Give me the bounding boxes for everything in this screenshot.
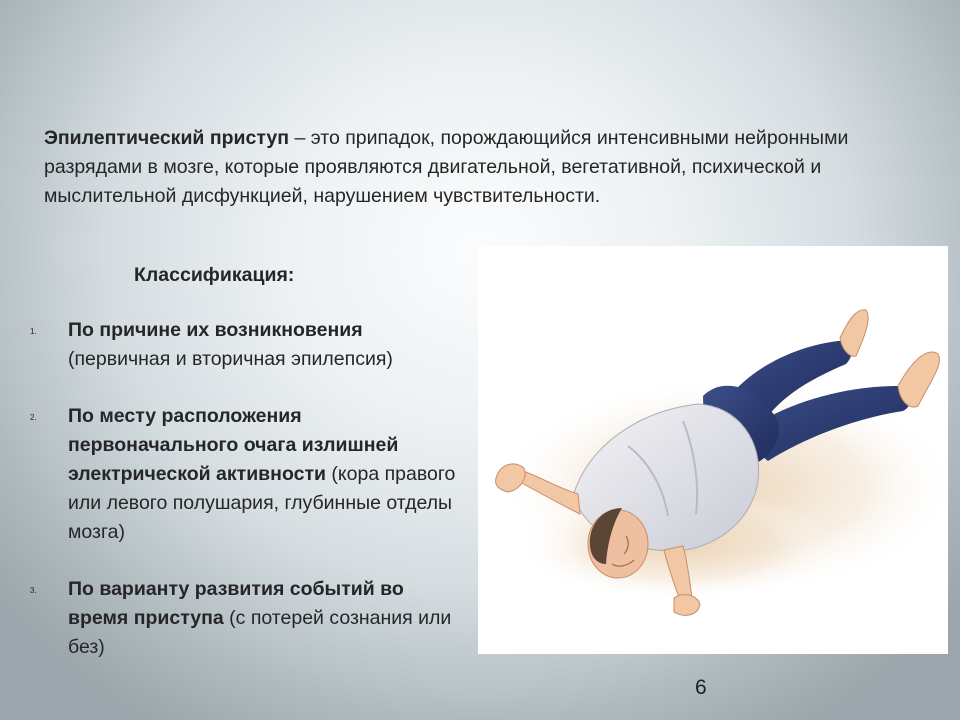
list-item-number: 1. xyxy=(30,327,37,336)
list-item-number: 2. xyxy=(30,413,37,422)
classification-list xyxy=(30,316,460,690)
definition-text: – это припадок, порождающийся интенсивными нейронными разрядами в мозге, которые проявляются двигательной, вегетативной, психической и мыслительной дисфункцией, нарушением чувствительности. xyxy=(44,127,849,207)
list-item-number: 3. xyxy=(30,586,37,595)
classification-heading: Классификация: xyxy=(134,264,295,286)
list-item-normal: (с потерей сознания или без) xyxy=(68,607,452,658)
list-item-normal: (первичная и вторичная эпилепсия) xyxy=(68,348,393,370)
person-lying-on-back-illustration xyxy=(478,246,948,654)
definition-paragraph xyxy=(44,124,924,211)
list-item-bold: По причине их возникновения xyxy=(68,319,363,341)
list-item-bold: По варианту развития событий во время приступа xyxy=(68,578,404,629)
list-item-normal: (кора правого или левого полушария, глубинные отделы мозга) xyxy=(68,463,456,543)
list-item xyxy=(30,402,460,547)
list-item-bold: По месту расположения первоначального очага излишней электрической активности xyxy=(68,405,399,485)
definition-term: Эпилептический приступ xyxy=(44,127,290,149)
page-number: 6 xyxy=(695,676,707,699)
list-item xyxy=(30,316,460,374)
list-item xyxy=(30,575,460,662)
